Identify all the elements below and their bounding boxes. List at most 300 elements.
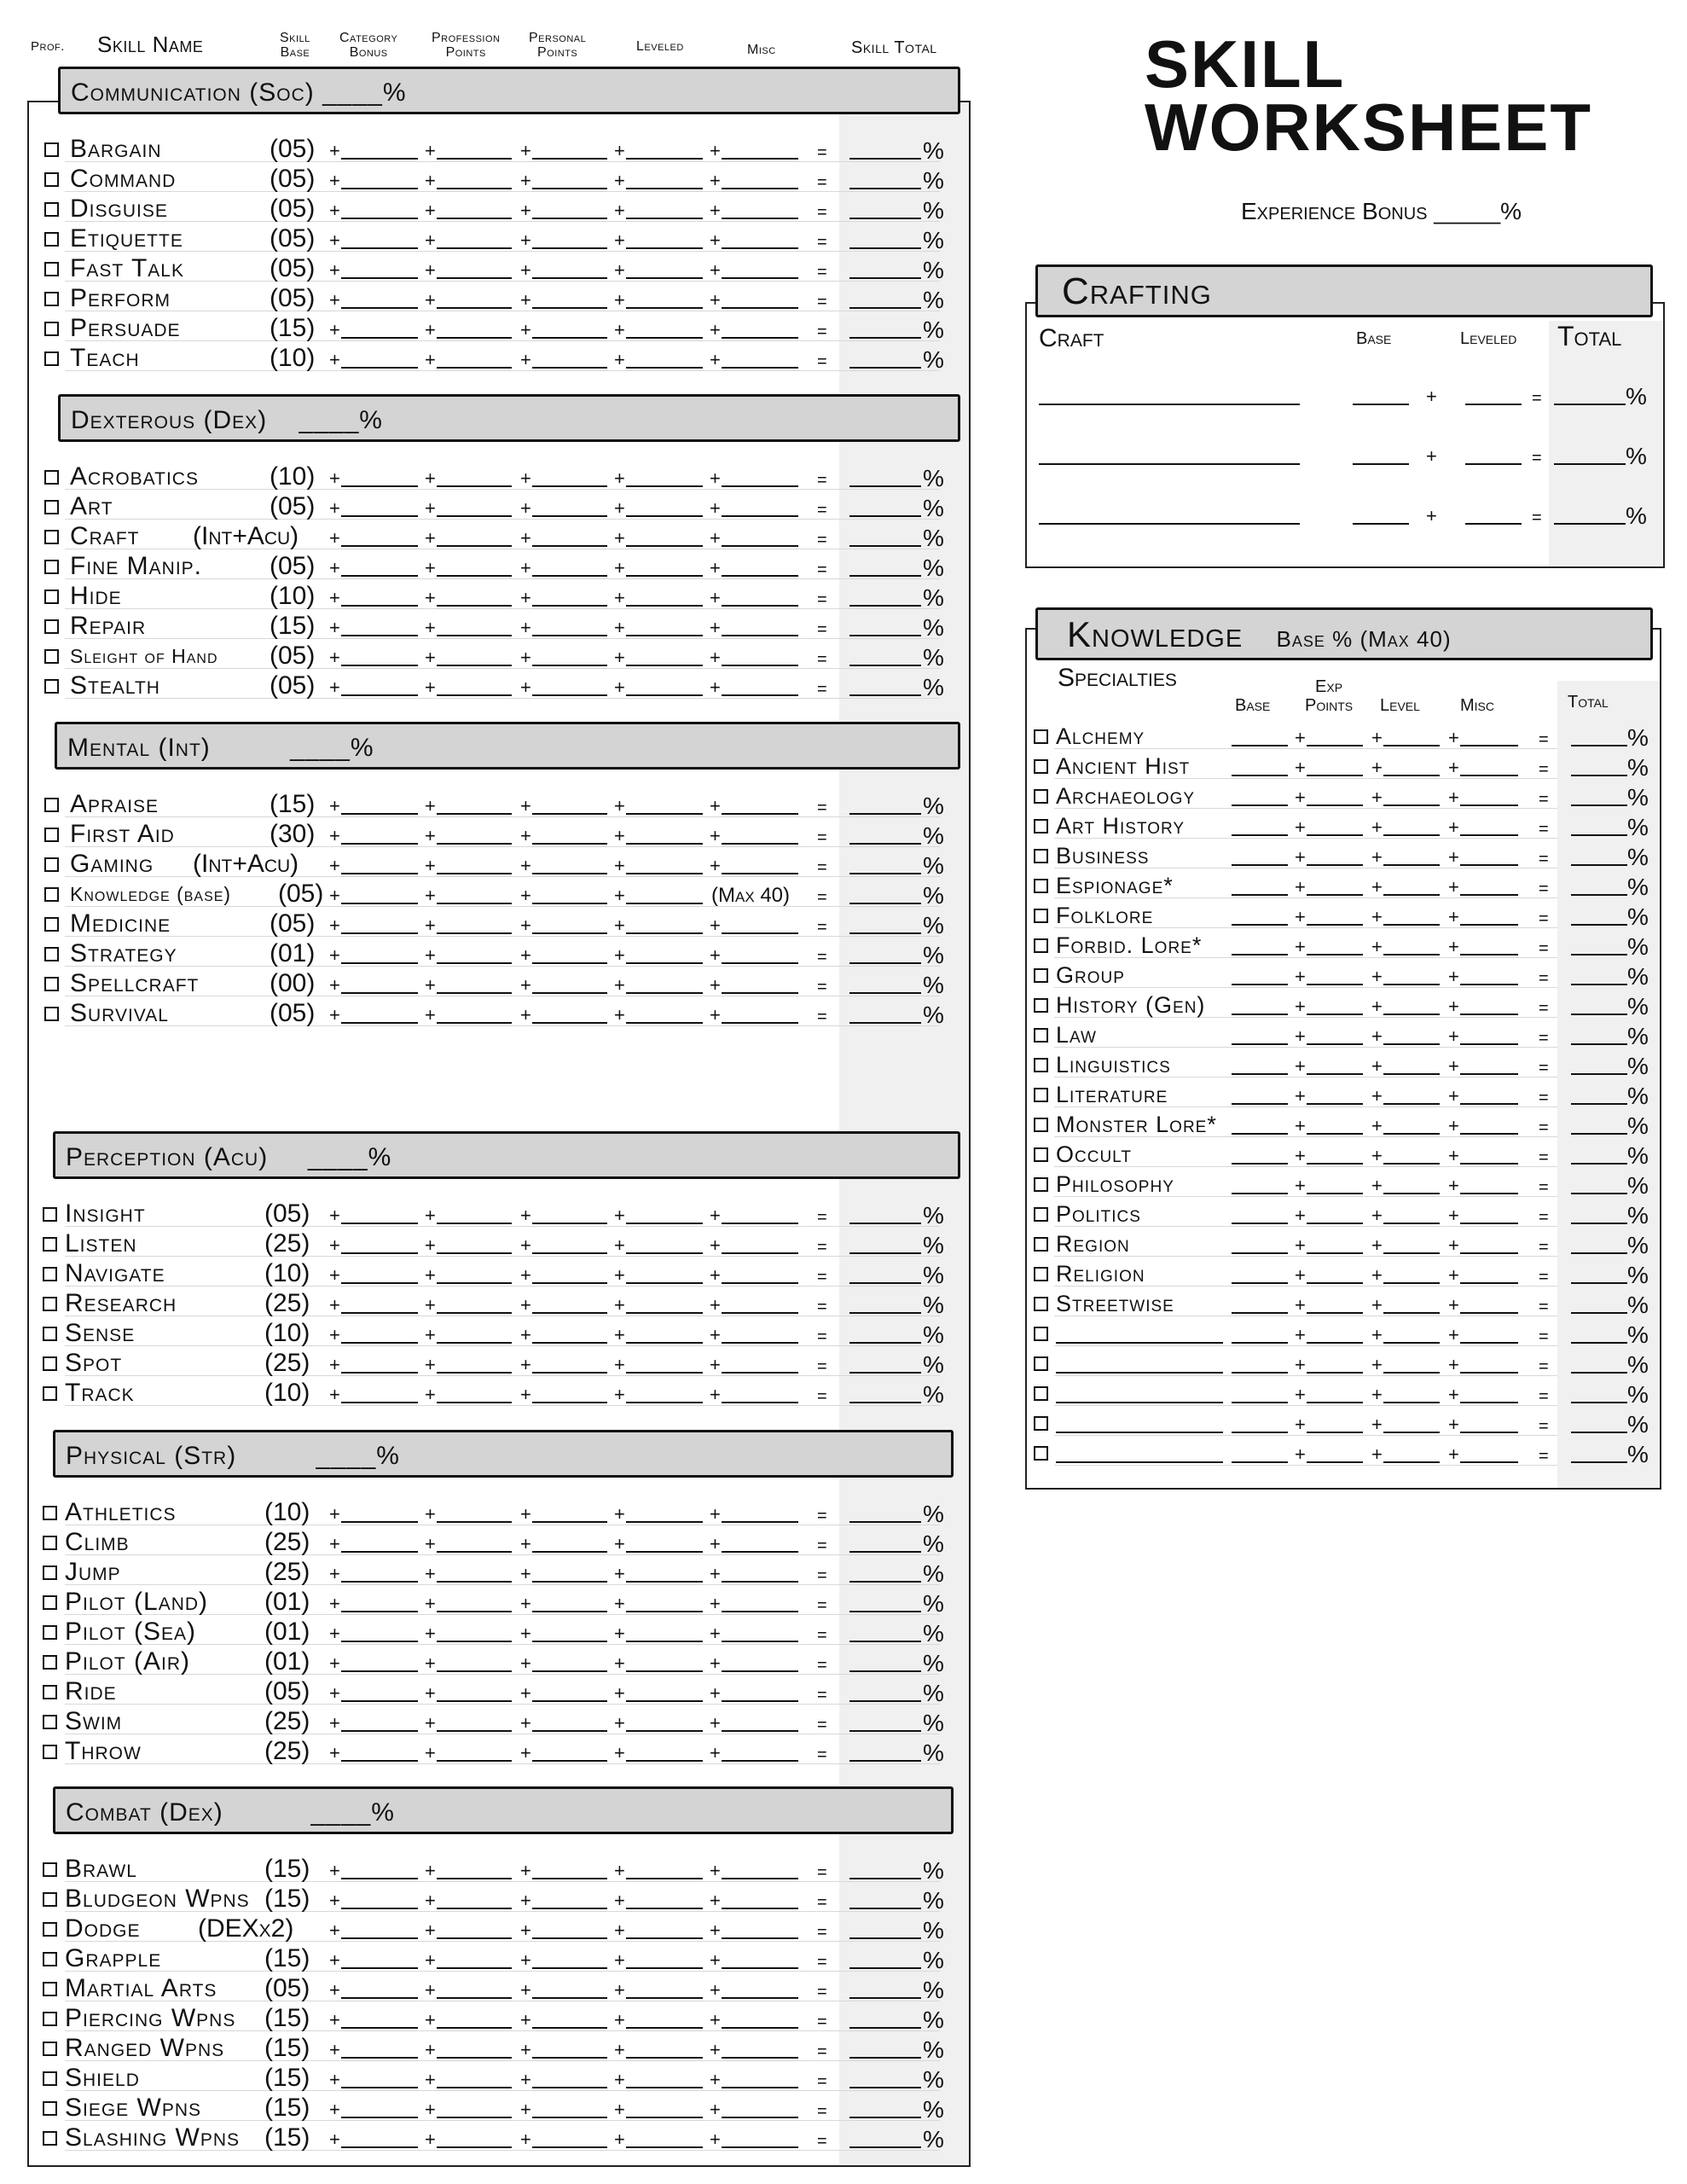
craft-base-blank[interactable] <box>1353 523 1409 525</box>
value-blank[interactable] <box>532 1760 607 1762</box>
total-blank[interactable] <box>849 1670 921 1672</box>
value-blank[interactable] <box>722 188 798 189</box>
value-blank[interactable] <box>1460 1312 1518 1314</box>
total-blank[interactable] <box>1571 1103 1627 1105</box>
knowledge-base-blank[interactable] <box>1232 1402 1288 1403</box>
proficiency-checkbox[interactable] <box>43 1655 57 1670</box>
proficiency-checkbox[interactable] <box>44 560 59 574</box>
proficiency-checkbox[interactable] <box>43 1506 57 1520</box>
value-blank[interactable] <box>722 485 798 487</box>
value-blank[interactable] <box>626 337 703 339</box>
value-blank[interactable] <box>532 188 607 189</box>
value-blank[interactable] <box>626 1521 703 1523</box>
total-blank[interactable] <box>849 2087 921 2088</box>
value-blank[interactable] <box>1460 1133 1518 1135</box>
value-blank[interactable] <box>1307 1372 1363 1374</box>
total-blank[interactable] <box>849 1878 921 1879</box>
total-blank[interactable] <box>1571 924 1627 926</box>
value-blank[interactable] <box>1383 1073 1440 1075</box>
value-blank[interactable] <box>1460 745 1518 746</box>
value-blank[interactable] <box>437 1967 512 1969</box>
value-blank[interactable] <box>722 694 798 696</box>
total-blank[interactable] <box>849 337 921 339</box>
value-blank[interactable] <box>341 605 418 607</box>
value-blank[interactable] <box>437 247 512 249</box>
value-blank[interactable] <box>1383 1133 1440 1135</box>
proficiency-checkbox[interactable] <box>1034 909 1048 923</box>
value-blank[interactable] <box>341 635 418 636</box>
proficiency-checkbox[interactable] <box>1034 1356 1048 1371</box>
value-blank[interactable] <box>1460 1223 1518 1224</box>
value-blank[interactable] <box>626 605 703 607</box>
value-blank[interactable] <box>341 2087 418 2088</box>
value-blank[interactable] <box>1383 894 1440 896</box>
value-blank[interactable] <box>437 545 512 547</box>
value-blank[interactable] <box>437 2087 512 2088</box>
knowledge-base-blank[interactable] <box>1232 1342 1288 1344</box>
proficiency-checkbox[interactable] <box>1034 1147 1048 1162</box>
value-blank[interactable] <box>437 307 512 309</box>
proficiency-checkbox[interactable] <box>44 262 59 276</box>
proficiency-checkbox[interactable] <box>1034 1386 1048 1401</box>
value-blank[interactable] <box>437 485 512 487</box>
value-blank[interactable] <box>722 158 798 160</box>
total-blank[interactable] <box>849 1521 921 1523</box>
value-blank[interactable] <box>532 337 607 339</box>
value-blank[interactable] <box>437 2146 512 2148</box>
value-blank[interactable] <box>532 1670 607 1672</box>
total-blank[interactable] <box>1571 1402 1627 1403</box>
knowledge-base-blank[interactable] <box>1232 954 1288 956</box>
knowledge-base-blank[interactable] <box>1232 804 1288 806</box>
value-blank[interactable] <box>1460 775 1518 776</box>
value-blank[interactable] <box>1383 804 1440 806</box>
total-blank[interactable] <box>849 2027 921 2029</box>
value-blank[interactable] <box>1460 1103 1518 1105</box>
value-blank[interactable] <box>722 1760 798 1762</box>
value-blank[interactable] <box>437 367 512 369</box>
knowledge-base-blank[interactable] <box>1232 894 1288 896</box>
proficiency-checkbox[interactable] <box>44 202 59 217</box>
proficiency-checkbox[interactable] <box>1034 1177 1048 1192</box>
proficiency-checkbox[interactable] <box>43 1982 57 1996</box>
value-blank[interactable] <box>722 1641 798 1642</box>
value-blank[interactable] <box>722 337 798 339</box>
value-blank[interactable] <box>437 635 512 636</box>
value-blank[interactable] <box>626 307 703 309</box>
craft-total-blank[interactable] <box>1554 523 1626 525</box>
total-blank[interactable] <box>1571 1193 1627 1194</box>
value-blank[interactable] <box>722 247 798 249</box>
value-blank[interactable] <box>1383 834 1440 836</box>
value-blank[interactable] <box>722 1878 798 1879</box>
value-blank[interactable] <box>341 1967 418 1969</box>
value-blank[interactable] <box>341 2117 418 2118</box>
value-blank[interactable] <box>626 218 703 219</box>
proficiency-checkbox[interactable] <box>1034 1207 1048 1222</box>
value-blank[interactable] <box>532 694 607 696</box>
value-blank[interactable] <box>722 1997 798 1999</box>
value-blank[interactable] <box>722 2057 798 2059</box>
total-blank[interactable] <box>849 188 921 189</box>
value-blank[interactable] <box>1307 1103 1363 1105</box>
proficiency-checkbox[interactable] <box>1034 938 1048 953</box>
value-blank[interactable] <box>722 307 798 309</box>
value-blank[interactable] <box>722 2146 798 2148</box>
craft-base-blank[interactable] <box>1353 404 1409 405</box>
value-blank[interactable] <box>437 1878 512 1879</box>
proficiency-checkbox[interactable] <box>1034 1118 1048 1132</box>
craft-leveled-blank[interactable] <box>1465 404 1522 405</box>
value-blank[interactable] <box>1383 1461 1440 1463</box>
value-blank[interactable] <box>341 1521 418 1523</box>
value-blank[interactable] <box>437 694 512 696</box>
value-blank[interactable] <box>341 1641 418 1642</box>
proficiency-checkbox[interactable] <box>43 1922 57 1937</box>
proficiency-checkbox[interactable] <box>44 351 59 366</box>
value-blank[interactable] <box>626 247 703 249</box>
value-blank[interactable] <box>1307 745 1363 746</box>
proficiency-checkbox[interactable] <box>43 1715 57 1729</box>
knowledge-base-blank[interactable] <box>1232 1432 1288 1433</box>
value-blank[interactable] <box>532 545 607 547</box>
value-blank[interactable] <box>437 1997 512 1999</box>
knowledge-name-blank[interactable] <box>1056 1461 1223 1463</box>
total-blank[interactable] <box>1571 1432 1627 1433</box>
value-blank[interactable] <box>341 1611 418 1612</box>
proficiency-checkbox[interactable] <box>1034 1416 1048 1431</box>
value-blank[interactable] <box>532 247 607 249</box>
value-blank[interactable] <box>722 1611 798 1612</box>
proficiency-checkbox[interactable] <box>1034 1446 1048 1461</box>
total-blank[interactable] <box>1571 804 1627 806</box>
knowledge-base-blank[interactable] <box>1232 1043 1288 1045</box>
total-blank[interactable] <box>849 1700 921 1702</box>
value-blank[interactable] <box>626 1878 703 1879</box>
total-blank[interactable] <box>1571 745 1627 746</box>
value-blank[interactable] <box>1307 1432 1363 1433</box>
value-blank[interactable] <box>626 665 703 666</box>
total-blank[interactable] <box>1571 984 1627 985</box>
total-blank[interactable] <box>1571 864 1627 866</box>
total-blank[interactable] <box>849 367 921 369</box>
proficiency-checkbox[interactable] <box>44 322 59 336</box>
total-blank[interactable] <box>1571 1163 1627 1165</box>
value-blank[interactable] <box>341 2146 418 2148</box>
total-blank[interactable] <box>1571 1372 1627 1374</box>
value-blank[interactable] <box>722 605 798 607</box>
value-blank[interactable] <box>341 247 418 249</box>
value-blank[interactable] <box>1460 1402 1518 1403</box>
value-blank[interactable] <box>626 2117 703 2118</box>
value-blank[interactable] <box>437 665 512 666</box>
proficiency-checkbox[interactable] <box>1034 729 1048 744</box>
value-blank[interactable] <box>626 1937 703 1939</box>
value-blank[interactable] <box>1460 1163 1518 1165</box>
value-blank[interactable] <box>1307 1402 1363 1403</box>
value-blank[interactable] <box>626 545 703 547</box>
value-blank[interactable] <box>437 1521 512 1523</box>
total-blank[interactable] <box>849 485 921 487</box>
value-blank[interactable] <box>626 635 703 636</box>
total-blank[interactable] <box>849 1908 921 1909</box>
value-blank[interactable] <box>1383 1432 1440 1433</box>
value-blank[interactable] <box>1460 864 1518 866</box>
value-blank[interactable] <box>1383 984 1440 985</box>
value-blank[interactable] <box>1307 1133 1363 1135</box>
value-blank[interactable] <box>722 367 798 369</box>
value-blank[interactable] <box>437 277 512 279</box>
total-blank[interactable] <box>1571 1282 1627 1284</box>
proficiency-checkbox[interactable] <box>1034 759 1048 774</box>
proficiency-checkbox[interactable] <box>43 1892 57 1907</box>
total-blank[interactable] <box>849 218 921 219</box>
value-blank[interactable] <box>1383 1342 1440 1344</box>
total-blank[interactable] <box>849 307 921 309</box>
proficiency-checkbox[interactable] <box>43 1862 57 1877</box>
value-blank[interactable] <box>1383 1372 1440 1374</box>
value-blank[interactable] <box>722 1700 798 1702</box>
knowledge-base-blank[interactable] <box>1232 1252 1288 1254</box>
proficiency-checkbox[interactable] <box>1034 998 1048 1013</box>
proficiency-checkbox[interactable] <box>1034 819 1048 834</box>
total-blank[interactable] <box>1571 894 1627 896</box>
value-blank[interactable] <box>1307 1014 1363 1015</box>
value-blank[interactable] <box>532 1551 607 1553</box>
value-blank[interactable] <box>532 2027 607 2029</box>
proficiency-checkbox[interactable] <box>1034 879 1048 893</box>
value-blank[interactable] <box>1460 1342 1518 1344</box>
value-blank[interactable] <box>1460 1432 1518 1433</box>
knowledge-name-blank[interactable] <box>1056 1372 1223 1374</box>
total-blank[interactable] <box>849 545 921 547</box>
value-blank[interactable] <box>626 575 703 577</box>
value-blank[interactable] <box>722 1730 798 1732</box>
value-blank[interactable] <box>626 188 703 189</box>
knowledge-base-blank[interactable] <box>1232 1133 1288 1135</box>
knowledge-base-blank[interactable] <box>1232 864 1288 866</box>
total-blank[interactable] <box>849 1937 921 1939</box>
value-blank[interactable] <box>437 605 512 607</box>
craft-base-blank[interactable] <box>1353 463 1409 465</box>
value-blank[interactable] <box>722 2087 798 2088</box>
value-blank[interactable] <box>532 1641 607 1642</box>
value-blank[interactable] <box>341 337 418 339</box>
value-blank[interactable] <box>626 1760 703 1762</box>
total-blank[interactable] <box>849 1967 921 1969</box>
total-blank[interactable] <box>849 1581 921 1583</box>
total-blank[interactable] <box>849 1730 921 1732</box>
knowledge-name-blank[interactable] <box>1056 1432 1223 1433</box>
value-blank[interactable] <box>341 1670 418 1672</box>
knowledge-base-blank[interactable] <box>1232 1193 1288 1194</box>
total-blank[interactable] <box>849 1641 921 1642</box>
value-blank[interactable] <box>341 575 418 577</box>
total-blank[interactable] <box>1571 954 1627 956</box>
value-blank[interactable] <box>532 218 607 219</box>
value-blank[interactable] <box>1383 745 1440 746</box>
value-blank[interactable] <box>1383 1014 1440 1015</box>
value-blank[interactable] <box>532 1730 607 1732</box>
total-blank[interactable] <box>1571 1342 1627 1344</box>
proficiency-checkbox[interactable] <box>44 142 59 157</box>
value-blank[interactable] <box>341 367 418 369</box>
value-blank[interactable] <box>722 1521 798 1523</box>
knowledge-base-blank[interactable] <box>1232 1461 1288 1463</box>
proficiency-checkbox[interactable] <box>43 2101 57 2116</box>
value-blank[interactable] <box>722 1670 798 1672</box>
total-blank[interactable] <box>849 2146 921 2148</box>
total-blank[interactable] <box>1571 1461 1627 1463</box>
proficiency-checkbox[interactable] <box>1034 968 1048 983</box>
value-blank[interactable] <box>1383 1252 1440 1254</box>
value-blank[interactable] <box>1307 1163 1363 1165</box>
value-blank[interactable] <box>532 1997 607 1999</box>
total-blank[interactable] <box>1571 1014 1627 1015</box>
total-blank[interactable] <box>849 694 921 696</box>
total-blank[interactable] <box>1571 834 1627 836</box>
value-blank[interactable] <box>532 665 607 666</box>
total-blank[interactable] <box>849 1997 921 1999</box>
value-blank[interactable] <box>1383 1312 1440 1314</box>
value-blank[interactable] <box>437 2057 512 2059</box>
value-blank[interactable] <box>437 2117 512 2118</box>
value-blank[interactable] <box>532 635 607 636</box>
value-blank[interactable] <box>722 575 798 577</box>
value-blank[interactable] <box>1307 1223 1363 1224</box>
knowledge-base-blank[interactable] <box>1232 1014 1288 1015</box>
value-blank[interactable] <box>341 485 418 487</box>
value-blank[interactable] <box>532 277 607 279</box>
value-blank[interactable] <box>722 218 798 219</box>
craft-total-blank[interactable] <box>1554 463 1626 465</box>
value-blank[interactable] <box>437 1700 512 1702</box>
value-blank[interactable] <box>437 2027 512 2029</box>
knowledge-base-blank[interactable] <box>1232 1312 1288 1314</box>
craft-leveled-blank[interactable] <box>1465 523 1522 525</box>
value-blank[interactable] <box>532 1967 607 1969</box>
value-blank[interactable] <box>626 1908 703 1909</box>
value-blank[interactable] <box>1460 804 1518 806</box>
value-blank[interactable] <box>532 1581 607 1583</box>
proficiency-checkbox[interactable] <box>43 2131 57 2146</box>
knowledge-base-blank[interactable] <box>1232 1372 1288 1374</box>
knowledge-base-blank[interactable] <box>1232 1073 1288 1075</box>
value-blank[interactable] <box>1383 954 1440 956</box>
value-blank[interactable] <box>722 1937 798 1939</box>
total-blank[interactable] <box>849 1611 921 1612</box>
value-blank[interactable] <box>532 1937 607 1939</box>
value-blank[interactable] <box>341 1908 418 1909</box>
value-blank[interactable] <box>1383 775 1440 776</box>
value-blank[interactable] <box>1460 834 1518 836</box>
value-blank[interactable] <box>722 1967 798 1969</box>
value-blank[interactable] <box>626 1730 703 1732</box>
value-blank[interactable] <box>437 1641 512 1642</box>
value-blank[interactable] <box>341 188 418 189</box>
value-blank[interactable] <box>341 277 418 279</box>
value-blank[interactable] <box>626 2087 703 2088</box>
proficiency-checkbox[interactable] <box>43 2012 57 2026</box>
value-blank[interactable] <box>1460 1043 1518 1045</box>
value-blank[interactable] <box>437 575 512 577</box>
proficiency-checkbox[interactable] <box>1034 1028 1048 1043</box>
total-blank[interactable] <box>849 2057 921 2059</box>
craft-total-blank[interactable] <box>1554 404 1626 405</box>
total-blank[interactable] <box>1571 1312 1627 1314</box>
value-blank[interactable] <box>437 218 512 219</box>
proficiency-checkbox[interactable] <box>43 1745 57 1759</box>
value-blank[interactable] <box>1307 954 1363 956</box>
total-blank[interactable] <box>1571 775 1627 776</box>
value-blank[interactable] <box>722 2027 798 2029</box>
proficiency-checkbox[interactable] <box>1034 789 1048 804</box>
value-blank[interactable] <box>1383 1163 1440 1165</box>
value-blank[interactable] <box>1307 984 1363 985</box>
proficiency-checkbox[interactable] <box>1034 849 1048 863</box>
value-blank[interactable] <box>1307 1342 1363 1344</box>
proficiency-checkbox[interactable] <box>1034 1058 1048 1072</box>
value-blank[interactable] <box>341 545 418 547</box>
value-blank[interactable] <box>1383 1282 1440 1284</box>
value-blank[interactable] <box>1460 1282 1518 1284</box>
value-blank[interactable] <box>1307 1043 1363 1045</box>
value-blank[interactable] <box>341 1997 418 1999</box>
value-blank[interactable] <box>1383 1402 1440 1403</box>
proficiency-checkbox[interactable] <box>44 590 59 604</box>
value-blank[interactable] <box>1460 1014 1518 1015</box>
value-blank[interactable] <box>1307 775 1363 776</box>
value-blank[interactable] <box>532 2087 607 2088</box>
value-blank[interactable] <box>626 1670 703 1672</box>
value-blank[interactable] <box>341 307 418 309</box>
craft-name-blank[interactable] <box>1039 523 1300 525</box>
value-blank[interactable] <box>626 1581 703 1583</box>
value-blank[interactable] <box>341 1551 418 1553</box>
knowledge-name-blank[interactable] <box>1056 1402 1223 1403</box>
value-blank[interactable] <box>532 1521 607 1523</box>
value-blank[interactable] <box>1307 1461 1363 1463</box>
proficiency-checkbox[interactable] <box>44 619 59 634</box>
proficiency-checkbox[interactable] <box>43 1536 57 1550</box>
value-blank[interactable] <box>1460 1372 1518 1374</box>
value-blank[interactable] <box>1460 954 1518 956</box>
value-blank[interactable] <box>341 1878 418 1879</box>
value-blank[interactable] <box>437 158 512 160</box>
value-blank[interactable] <box>341 2027 418 2029</box>
value-blank[interactable] <box>532 1878 607 1879</box>
value-blank[interactable] <box>1460 1252 1518 1254</box>
proficiency-checkbox[interactable] <box>44 679 59 694</box>
proficiency-checkbox[interactable] <box>43 1952 57 1966</box>
proficiency-checkbox[interactable] <box>1034 1297 1048 1311</box>
value-blank[interactable] <box>341 665 418 666</box>
value-blank[interactable] <box>1383 924 1440 926</box>
total-blank[interactable] <box>1571 1252 1627 1254</box>
value-blank[interactable] <box>341 1730 418 1732</box>
value-blank[interactable] <box>341 218 418 219</box>
total-blank[interactable] <box>849 277 921 279</box>
value-blank[interactable] <box>437 1611 512 1612</box>
total-blank[interactable] <box>849 575 921 577</box>
value-blank[interactable] <box>722 1581 798 1583</box>
value-blank[interactable] <box>1460 1461 1518 1463</box>
value-blank[interactable] <box>722 1908 798 1909</box>
value-blank[interactable] <box>722 2117 798 2118</box>
value-blank[interactable] <box>1307 1282 1363 1284</box>
value-blank[interactable] <box>1383 1223 1440 1224</box>
value-blank[interactable] <box>1460 924 1518 926</box>
